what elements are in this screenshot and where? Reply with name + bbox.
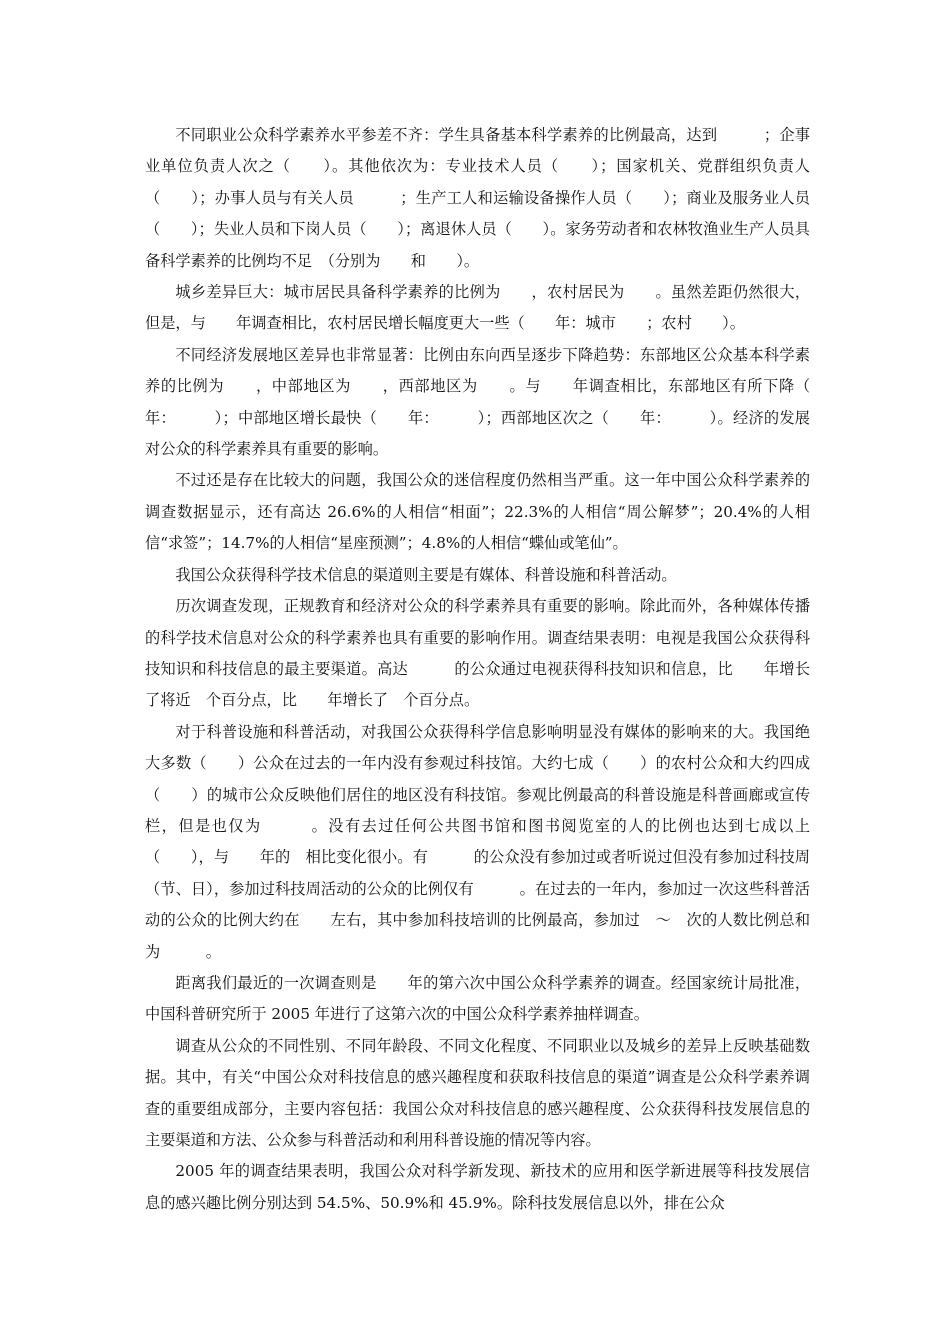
paragraph-science-facilities: 对于科普设施和科普活动，对我国公众获得科学信息影响明显没有媒体的影响来的大。我国绝大多数（ ）公众在过去的一年内没有参观过科技馆。大约七成（ ）的农村公众和大约四成（ ）的城市公众反映他们居住的地区没有科技馆。参观比例最高的科普设施是科普画廊或宣传栏，但是也仅为 。没有去过任何公共图书馆和图书阅览室的人的比例也达到七成以上（ ），与 年的 相比变化很小。有 的公众没有参加过或者听说过但没有参加过科技周（节、日），参加过科技周活动的公众的比例仅有 。在过去的一年内，参加过一次这些科普活动的公众的比例大约在 左右，其中参加科技培训的比例最高，参加过 ～ 次的人数比例总和为 。	[145, 722, 810, 961]
paragraph-sixth-survey: 距离我们最近的一次调查则是 年的第六次中国公众科学素养的调查。经国家统计局批准，中国科普研究所于 2005 年进行了这第六次的中国公众科学素养抽样调查。	[145, 973, 810, 1024]
paragraph-urban-rural-gap: 城乡差异巨大：城市居民具备科学素养的比例为 ，农村居民为 。虽然差距仍然很大，但是，与 年调查相比，农村居民增长幅度更大一些（ 年：城市 ；农村 ）。	[145, 283, 810, 333]
paragraph-superstition: 不过还是存在比较大的问题，我国公众的迷信程度仍然相当严重。这一年中国公众科学素养的调查数据显示，还有高达 26.6%的人相信“相面”；22.3%的人相信“周公解梦”；20.4%的人相信“求签”；14.7%的人相信“星座预测”；4.8%的人相信“蝶仙或笔仙”。	[145, 471, 810, 553]
paragraph-2005-results: 2005 年的调查结果表明，我国公众对科学新发现、新技术的应用和医学新进展等科技发展信息的感兴趣比例分别达到 54.5%、50.9%和 45.9%。除科技发展信息以外，排在公众	[145, 1162, 810, 1212]
paragraph-survey-scope: 调查从公众的不同性别、不同年龄段、不同文化程度、不同职业以及城乡的差异上反映基础数据。其中，有关“中国公众对科技信息的感兴趣程度和获取科技信息的渠道”调查是公众科学素养调查的重要组成部分，主要内容包括：我国公众对科技信息的感兴趣程度、公众获得科技发展信息的主要渠道和方法、公众参与科普活动和利用科普设施的情况等内容。	[145, 1036, 810, 1149]
paragraph-media-influence: 历次调查发现，正规教育和经济对公众的科学素养具有重要的影响。除此而外，各种媒体传播的科学技术信息对公众的科学素养也具有重要的影响作用。调查结果表明：电视是我国公众获得科技知识和科技信息的最主要渠道。高达 的公众通过电视获得科技知识和信息，比 年增长了将近 个百分点，比 年增长了 个百分点。	[145, 597, 810, 710]
document-body	[145, 120, 841, 1219]
paragraph-occupation-differences: 不同职业公众科学素养水平参差不齐：学生具备基本科学素养的比例最高，达到 ；企事业单位负责人次之（ ）。其他依次为：专业技术人员（ ）；国家机关、党群组织负责人（ ）；办事人员与有关人员 ；生产工人和运输设备操作人员（ ）；商业及服务业人员（ ）；失业人员和下岗人员（ ）；离退休人员（ ）。家务劳动者和农林牧渔业生产人员具备科学素养的比例均不足 （分别为 和 ）。	[145, 126, 810, 270]
paragraph-regional-differences: 不同经济发展地区差异也非常显著：比例由东向西呈逐步下降趋势：东部地区公众基本科学素养的比例为 ，中部地区为 ，西部地区为 。与 年调查相比，东部地区有所下降（ 年： ）；中部地区增长最快（ 年： ）；西部地区次之（ 年： ）。经济的发展对公众的科学素养具有重要的影响。	[145, 345, 841, 459]
paragraph-information-channels: 我国公众获得科学技术信息的渠道则主要是有媒体、科普设施和科普活动。	[175, 565, 677, 584]
